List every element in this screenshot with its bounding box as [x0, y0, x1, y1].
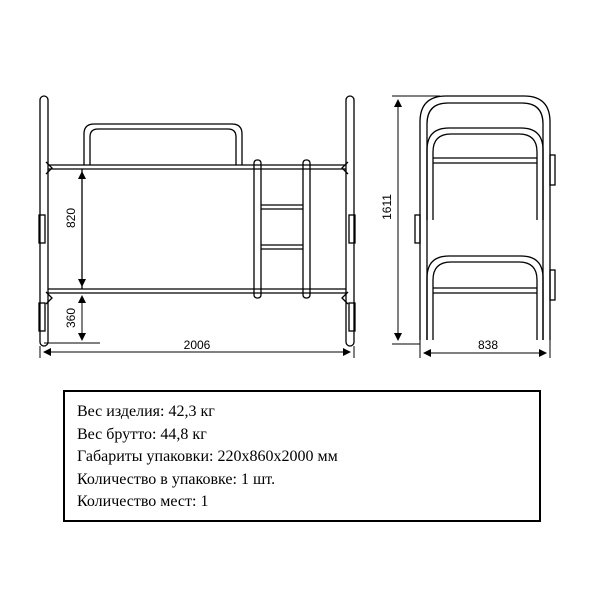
dim-length: 2006: [183, 338, 211, 352]
spec-gross-weight: Вес брутто: 44,8 кг: [77, 425, 207, 443]
dim-height-upper: 820: [64, 207, 78, 229]
side-view: [39, 96, 355, 346]
front-view: [415, 96, 555, 340]
top-arch: [420, 96, 550, 340]
headboard: [84, 124, 242, 165]
spec-places-count: Количество мест: 1: [77, 493, 209, 510]
spec-weight: Вес изделия: 42,3 кг: [77, 403, 215, 420]
ladder: [254, 160, 310, 298]
right-post: [346, 96, 354, 346]
dim-total-height: 1611: [380, 194, 394, 220]
side-dimensions: [40, 172, 354, 358]
left-post: [40, 96, 48, 346]
specs-box: [63, 390, 541, 522]
dim-height-lower: 360: [64, 307, 78, 329]
spec-quantity-per-package: Количество в упаковке: 1 шт.: [77, 470, 276, 488]
lower-arch: [427, 256, 543, 340]
dim-width: 838: [477, 338, 499, 352]
upper-arch: [427, 128, 543, 220]
spec-package-dimensions: Габариты упаковки: 220х860х2000 мм: [77, 448, 338, 465]
